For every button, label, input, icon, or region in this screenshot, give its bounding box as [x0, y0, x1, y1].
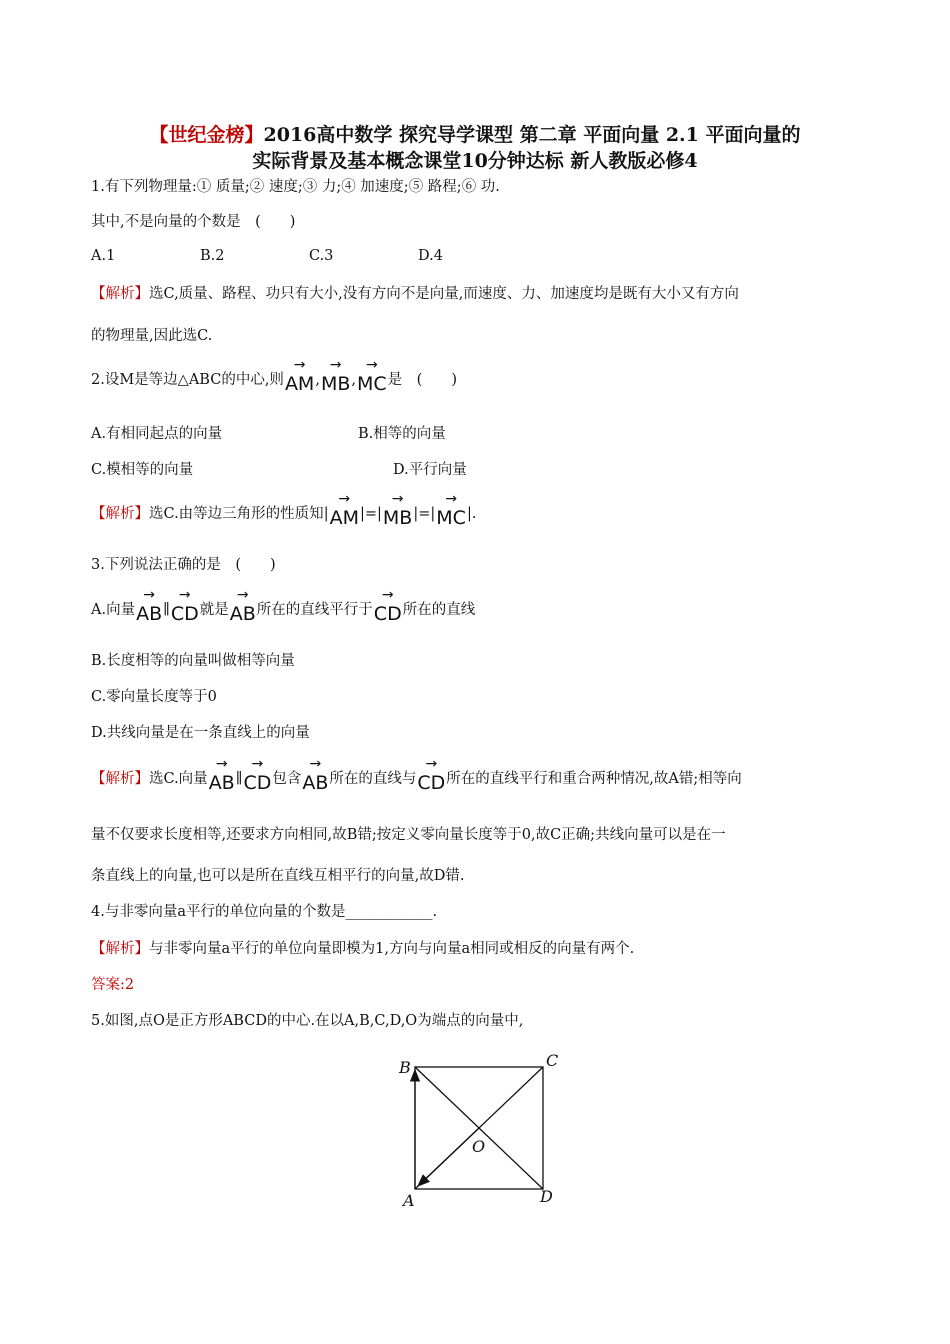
vector-mb: → MB — [320, 357, 351, 395]
vector-cd: → CD — [417, 756, 446, 794]
label-b: B — [399, 1058, 411, 1077]
vector-mc: → MC — [356, 357, 387, 395]
analysis-tag: 【解析】 — [91, 286, 149, 302]
label-a: A — [403, 1191, 415, 1210]
q1-option-d: D.4 — [418, 248, 443, 264]
q1-stem: 1.有下列物理量:① 质量;② 速度;③ 力;④ 加速度;⑤ 路程;⑥ 功. — [91, 179, 500, 195]
vector-ab: → AB — [229, 587, 256, 625]
q1-analysis: 【解析】选C,质量、路程、功只有大小,没有方向不是向量,而速度、力、加速度均是既有大小又有方向 — [91, 286, 739, 302]
vector-ab: → AB — [136, 587, 163, 625]
q3-option-b: B.长度相等的向量叫做相等向量 — [91, 653, 295, 669]
q3-analysis: 【解析】选C.向量 → AB∥ → CD包含 → AB所在的直线与 → CD所在的直线平行和重合两种情况,故A错;相等向 — [91, 756, 742, 794]
vector-cd: → CD — [170, 587, 199, 625]
q5-stem: 5.如图,点O是正方形ABCD的中心.在以A,B,C,D,O为端点的向量中, — [91, 1013, 524, 1029]
q2-option-d: D.平行向量 — [393, 462, 467, 478]
q3-stem: 3.下列说法正确的是 ( ) — [91, 557, 276, 573]
vector-ab: → AB — [302, 756, 329, 794]
q2-stem: 2.设M是等边△ABC的中心,则 → AM, → MB, → MC是 ( ) — [91, 357, 457, 395]
q3-analysis-cont-1: 量不仅要求长度相等,还要求方向相同,故B错;按定义零向量长度等于0,故C正确;共线向量可以是在一 — [91, 827, 726, 843]
q1-analysis-cont: 的物理量,因此选C. — [91, 328, 213, 344]
q1-option-a: A.1 — [91, 248, 116, 264]
label-d: D — [540, 1187, 553, 1206]
square-figure — [390, 1045, 570, 1215]
vector-am: → AM — [284, 357, 315, 395]
q3-option-d: D.共线向量是在一条直线上的向量 — [91, 725, 310, 741]
vector-cd: → CD — [373, 587, 402, 625]
title-line-1: 【世纪金榜】2016高中数学 探究导学课型 第二章 平面向量 2.1 平面向量的 — [149, 124, 801, 146]
q4-stem: 4.与非零向量a平行的单位向量的个数是____________. — [91, 904, 438, 920]
q1-option-b: B.2 — [200, 248, 225, 264]
vector-mc: → MC — [436, 491, 466, 529]
q4-analysis: 【解析】与非零向量a平行的单位向量即模为1,方向与向量a相同或相反的向量有两个. — [91, 941, 635, 957]
q2-option-c: C.模相等的向量 — [91, 462, 194, 478]
analysis-tag: 【解析】 — [91, 506, 149, 522]
square-diagram — [390, 1045, 570, 1215]
vector-ab: → AB — [208, 756, 235, 794]
document-title — [60, 122, 890, 174]
vector-cd: → CD — [243, 756, 272, 794]
q2-option-a: A.有相同起点的向量 — [91, 426, 223, 442]
q4-answer: 答案:2 — [91, 977, 135, 993]
title-line-2: 实际背景及基本概念课堂10分钟达标 新人教版必修4 — [252, 150, 698, 172]
analysis-tag: 【解析】 — [91, 941, 149, 957]
vector-arrow-oa — [418, 1128, 479, 1186]
q1-option-c: C.3 — [309, 248, 334, 264]
analysis-tag: 【解析】 — [91, 771, 149, 787]
vector-mb: → MB — [382, 491, 413, 529]
label-c: C — [546, 1051, 559, 1070]
q3-option-c: C.零向量长度等于0 — [91, 689, 217, 705]
q3-option-a: A.向量 → AB∥ → CD就是 → AB所在的直线平行于 → CD所在的直线 — [91, 587, 476, 625]
q2-analysis: 【解析】选C.由等边三角形的性质知| → AM|=| → MB|=| → MC|. — [91, 491, 477, 529]
q1-ask: 其中,不是向量的个数是 ( ) — [91, 214, 296, 230]
vector-am: → AM — [329, 491, 359, 529]
q3-analysis-cont-2: 条直线上的向量,也可以是所在直线互相平行的向量,故D错. — [91, 868, 465, 884]
q2-option-b: B.相等的向量 — [358, 426, 446, 442]
label-o: O — [472, 1137, 486, 1156]
